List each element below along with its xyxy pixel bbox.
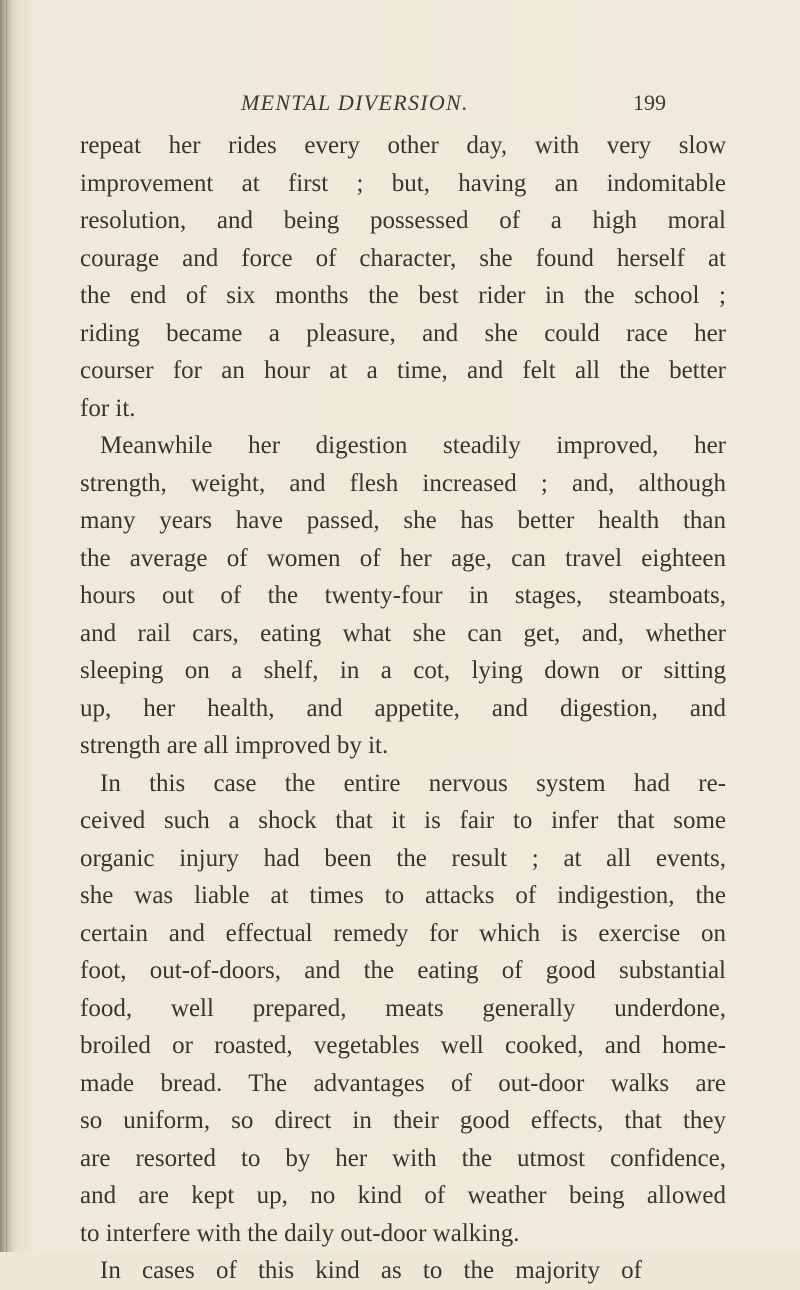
text-line: and are kept up, no kind of weather being allowed	[80, 1182, 726, 1209]
text-line: repeat her rides every other day, with very slow	[80, 132, 726, 159]
running-header	[80, 88, 666, 118]
text-line: resolution, and being possessed of a high moral	[80, 207, 726, 234]
text-line: up, her health, and appetite, and digestion, and	[80, 694, 726, 722]
text-line: ceived such a shock that it is fair to infer that some	[80, 807, 726, 834]
text-line: to interfere with the daily out-door walking.	[80, 1219, 520, 1247]
text-line: In this case the entire nervous system had re-	[100, 769, 726, 797]
text-line: riding became a pleasure, and she could race her	[80, 319, 726, 347]
text-line: and rail cars, eating what she can get, and, whether	[80, 619, 726, 647]
text-line: food, well prepared, meats generally underdone,	[80, 994, 726, 1022]
text-line: broiled or roasted, vegetables well cooked, and home-	[80, 1032, 726, 1059]
text-line: foot, out-of-doors, and the eating of good substantial	[80, 957, 726, 984]
text-line: In cases of this kind as to the majority of	[100, 1257, 642, 1284]
text-line: certain and effectual remedy for which is exercise on	[80, 919, 726, 947]
text-line: she was liable at times to attacks of indigestion, the	[80, 882, 726, 909]
text-line: courser for an hour at a time, and felt all the better	[80, 357, 726, 384]
text-line: the average of women of her age, can travel eighteen	[80, 544, 726, 572]
text-line: Meanwhile her digestion steadily improved, her	[100, 432, 726, 459]
body-text	[80, 127, 726, 1290]
running-title: MENTAL DIVERSION.	[241, 90, 469, 115]
text-line: strength, weight, and flesh increased ; and, although	[80, 469, 726, 497]
text-line: for it.	[80, 394, 136, 422]
text-line: many years have passed, she has better health than	[80, 507, 726, 534]
binding-edge	[6, 0, 7, 1252]
text-line: courage and force of character, she found herself at	[80, 244, 726, 272]
text-line: the end of six months the best rider in the school ;	[80, 282, 726, 309]
text-line: made bread. The advantages of out-door walks are	[80, 1069, 726, 1097]
text-line: improvement at first ; but, having an indomitable	[80, 169, 726, 197]
text-line: sleeping on a shelf, in a cot, lying down or sitting	[80, 657, 726, 684]
text-line: organic injury had been the result ; at all events,	[80, 844, 726, 872]
text-line: so uniform, so direct in their good effects, that they	[80, 1107, 726, 1134]
text-line: hours out of the twenty-four in stages, steamboats,	[80, 582, 726, 609]
binding-shadow	[0, 0, 14, 1252]
text-line: strength are all improved by it.	[80, 732, 389, 759]
page-number: 199	[633, 90, 666, 115]
text-line: are resorted to by her with the utmost confidence,	[80, 1144, 726, 1172]
